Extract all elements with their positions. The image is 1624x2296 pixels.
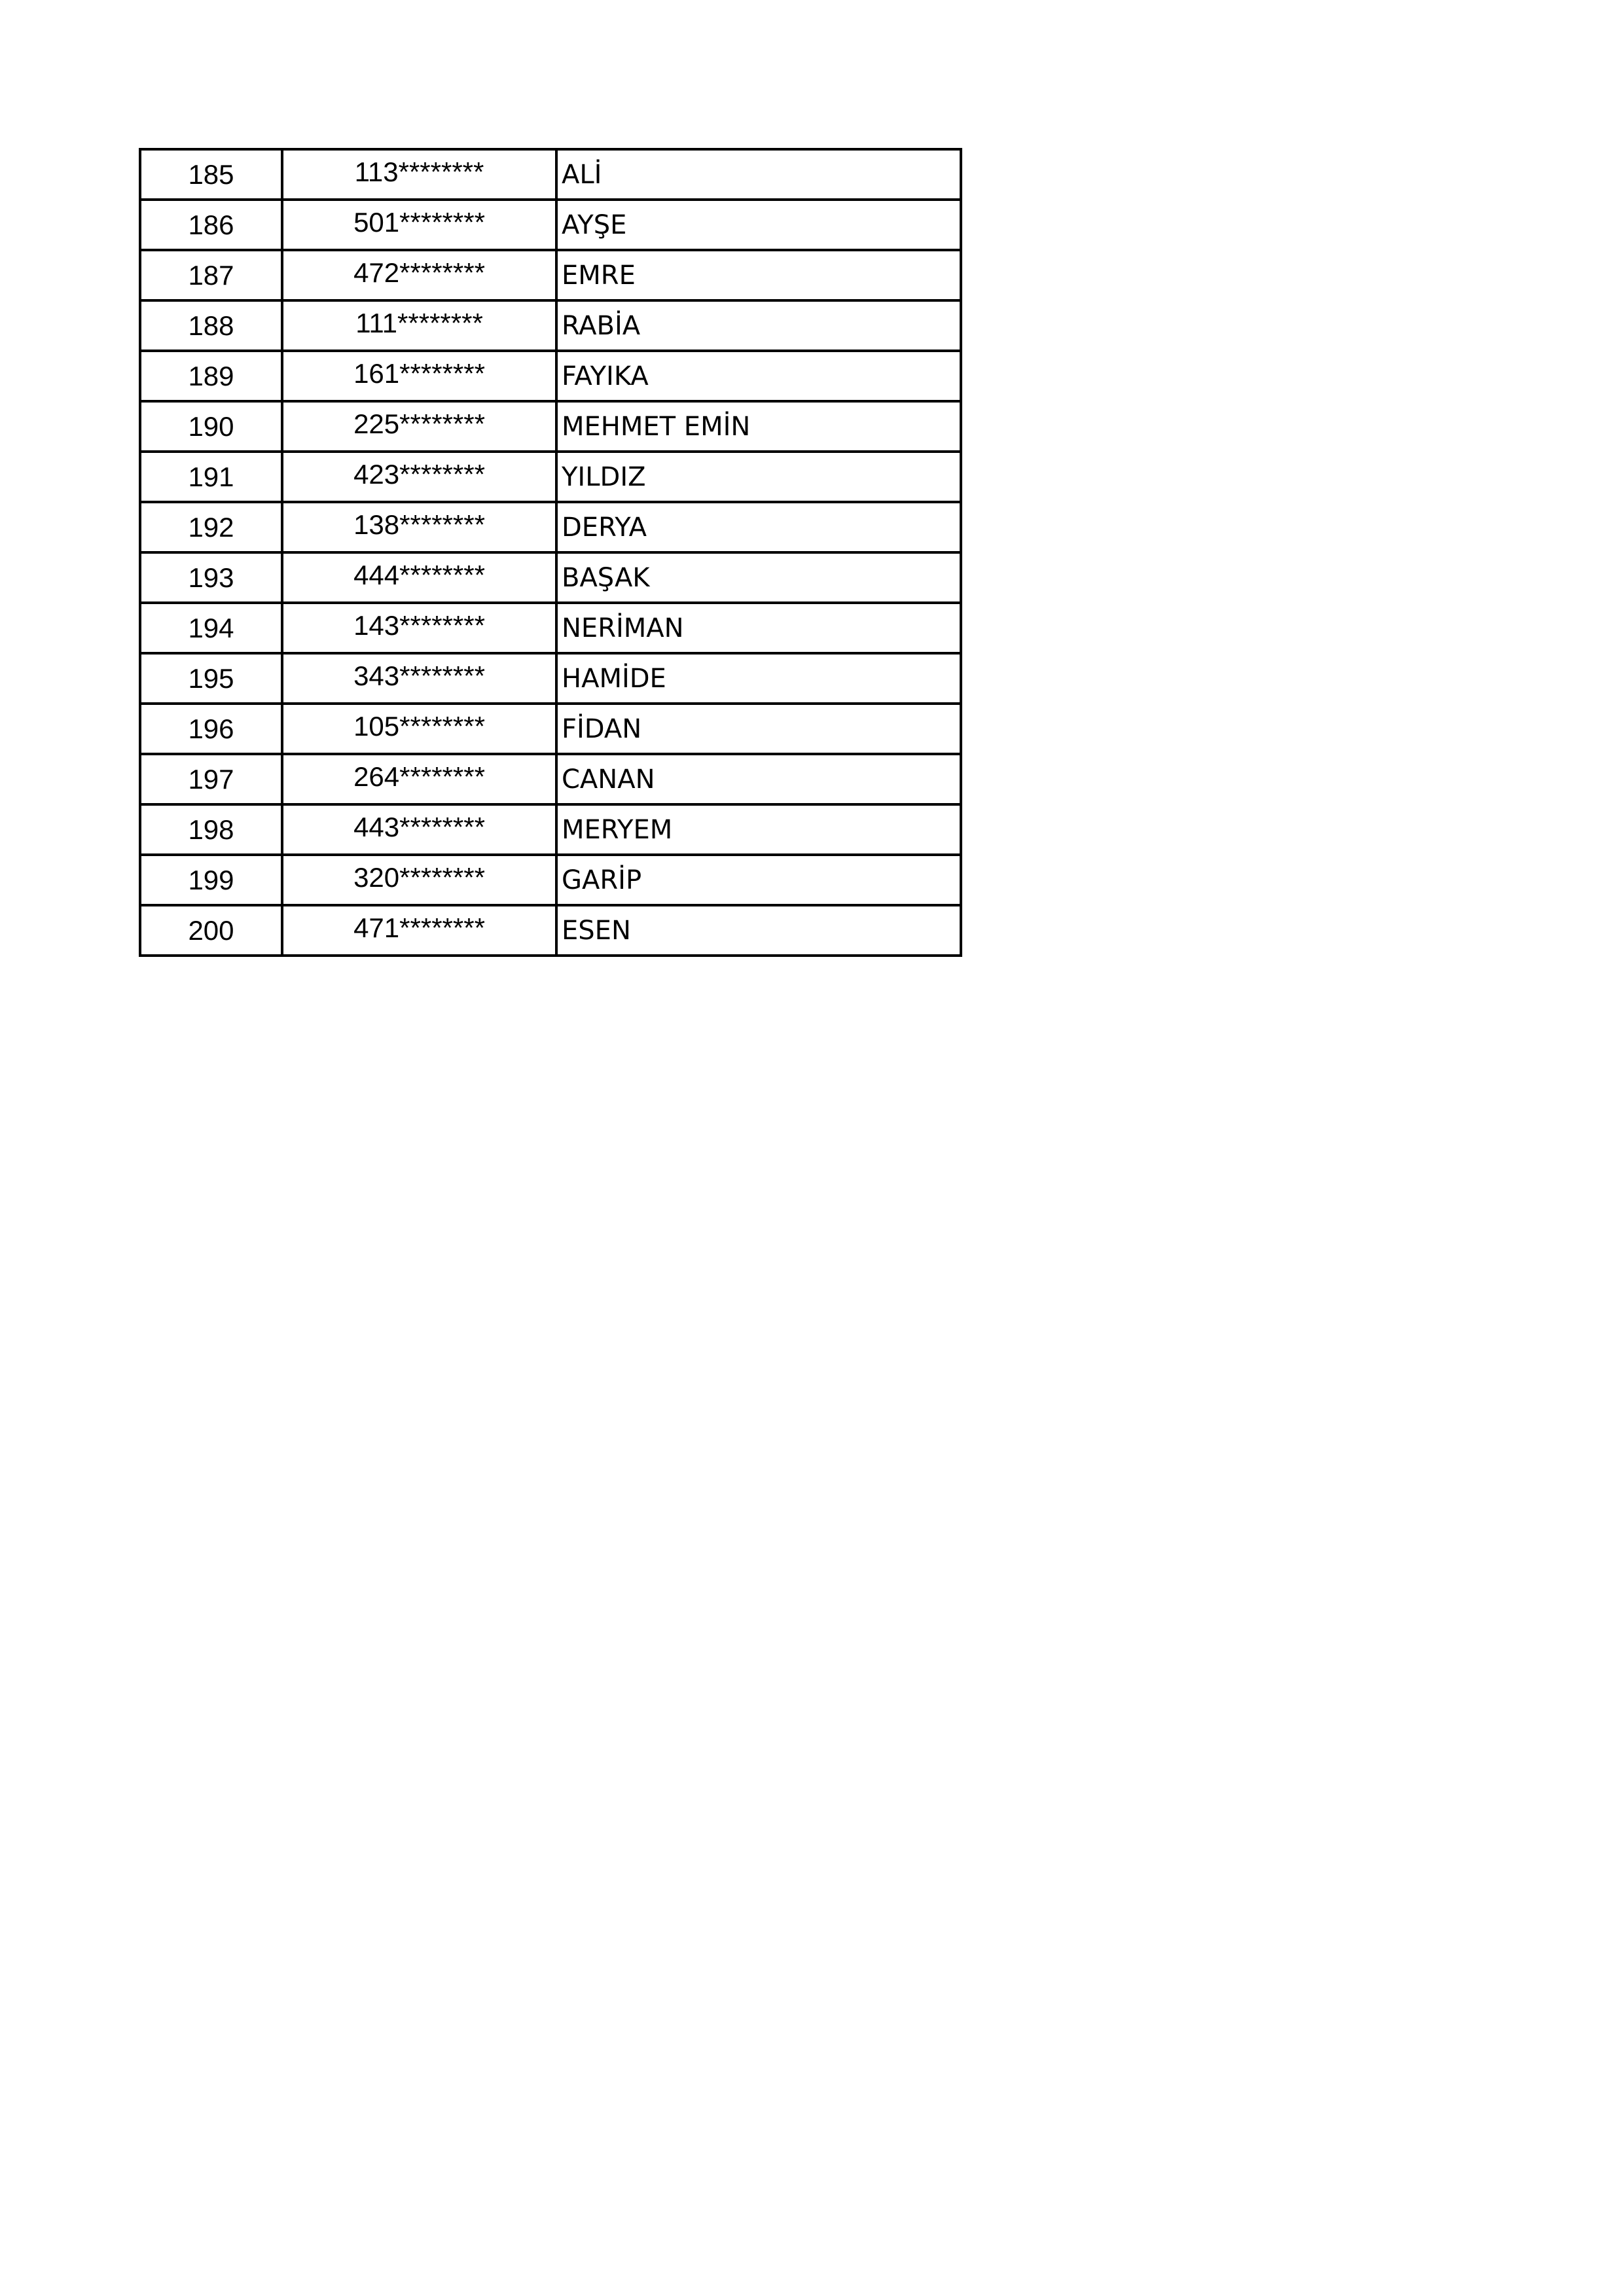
table-row bbox=[140, 905, 961, 956]
table-row bbox=[140, 804, 961, 855]
name-cell: FAYIKA bbox=[556, 351, 961, 401]
masked-id-text: 161******** bbox=[353, 357, 485, 389]
masked-id-cell bbox=[282, 250, 556, 300]
name-cell: CANAN bbox=[556, 754, 961, 804]
masked-id-cell bbox=[282, 300, 556, 351]
name-cell: FİDAN bbox=[556, 704, 961, 754]
table-row bbox=[140, 452, 961, 502]
masked-id-cell bbox=[282, 603, 556, 653]
table-row bbox=[140, 502, 961, 552]
masked-id-text: 423******** bbox=[353, 458, 485, 490]
name-cell: ESEN bbox=[556, 905, 961, 956]
masked-id-text: 320******** bbox=[353, 861, 485, 893]
row-number-cell: 198 bbox=[140, 804, 282, 855]
masked-id-text: 111******** bbox=[355, 307, 483, 338]
masked-id-text: 113******** bbox=[354, 156, 484, 187]
row-number-cell: 186 bbox=[140, 200, 282, 250]
masked-id-text: 343******** bbox=[353, 660, 485, 691]
table-row bbox=[140, 754, 961, 804]
name-cell: HAMİDE bbox=[556, 653, 961, 704]
name-cell: AYŞE bbox=[556, 200, 961, 250]
row-number-cell: 194 bbox=[140, 603, 282, 653]
masked-id-cell bbox=[282, 452, 556, 502]
name-cell: NERİMAN bbox=[556, 603, 961, 653]
name-cell: RABİA bbox=[556, 300, 961, 351]
masked-id-cell bbox=[282, 754, 556, 804]
row-number-cell: 193 bbox=[140, 552, 282, 603]
masked-id-text: 471******** bbox=[353, 912, 485, 943]
masked-id-cell bbox=[282, 905, 556, 956]
row-number-cell: 187 bbox=[140, 250, 282, 300]
masked-id-cell bbox=[282, 401, 556, 452]
name-cell: MEHMET EMİN bbox=[556, 401, 961, 452]
table-row bbox=[140, 149, 961, 200]
name-cell: BAŞAK bbox=[556, 552, 961, 603]
row-number-cell: 192 bbox=[140, 502, 282, 552]
table-row bbox=[140, 653, 961, 704]
row-number-cell: 200 bbox=[140, 905, 282, 956]
table-row bbox=[140, 300, 961, 351]
masked-id-cell bbox=[282, 653, 556, 704]
masked-id-cell bbox=[282, 351, 556, 401]
masked-id-text: 472******** bbox=[353, 257, 485, 288]
masked-id-cell bbox=[282, 502, 556, 552]
masked-id-cell bbox=[282, 855, 556, 905]
row-number-cell: 189 bbox=[140, 351, 282, 401]
row-number-cell: 199 bbox=[140, 855, 282, 905]
row-number-cell: 188 bbox=[140, 300, 282, 351]
table-row bbox=[140, 552, 961, 603]
masked-id-text: 443******** bbox=[353, 811, 485, 842]
masked-id-text: 264******** bbox=[353, 761, 485, 792]
table-row bbox=[140, 200, 961, 250]
table-row bbox=[140, 351, 961, 401]
table-row bbox=[140, 704, 961, 754]
row-number-cell: 185 bbox=[140, 149, 282, 200]
row-number-cell: 196 bbox=[140, 704, 282, 754]
table-body bbox=[140, 149, 961, 956]
masked-id-text: 143******** bbox=[353, 609, 485, 641]
masked-id-cell bbox=[282, 804, 556, 855]
row-number-cell: 191 bbox=[140, 452, 282, 502]
name-cell: YILDIZ bbox=[556, 452, 961, 502]
row-number-cell: 197 bbox=[140, 754, 282, 804]
masked-id-cell bbox=[282, 149, 556, 200]
masked-id-cell bbox=[282, 552, 556, 603]
name-cell: EMRE bbox=[556, 250, 961, 300]
table-row bbox=[140, 250, 961, 300]
table-row bbox=[140, 401, 961, 452]
masked-id-cell bbox=[282, 200, 556, 250]
name-cell: DERYA bbox=[556, 502, 961, 552]
row-number-cell: 190 bbox=[140, 401, 282, 452]
masked-id-text: 225******** bbox=[353, 408, 485, 439]
masked-id-text: 501******** bbox=[353, 206, 485, 238]
row-number-cell: 195 bbox=[140, 653, 282, 704]
masked-id-text: 105******** bbox=[353, 710, 485, 742]
table-row bbox=[140, 603, 961, 653]
name-list-table bbox=[139, 148, 962, 957]
name-cell: GARİP bbox=[556, 855, 961, 905]
name-cell: MERYEM bbox=[556, 804, 961, 855]
masked-id-text: 138******** bbox=[353, 509, 485, 540]
masked-id-text: 444******** bbox=[353, 559, 485, 590]
table-row bbox=[140, 855, 961, 905]
masked-id-cell bbox=[282, 704, 556, 754]
name-cell: ALİ bbox=[556, 149, 961, 200]
